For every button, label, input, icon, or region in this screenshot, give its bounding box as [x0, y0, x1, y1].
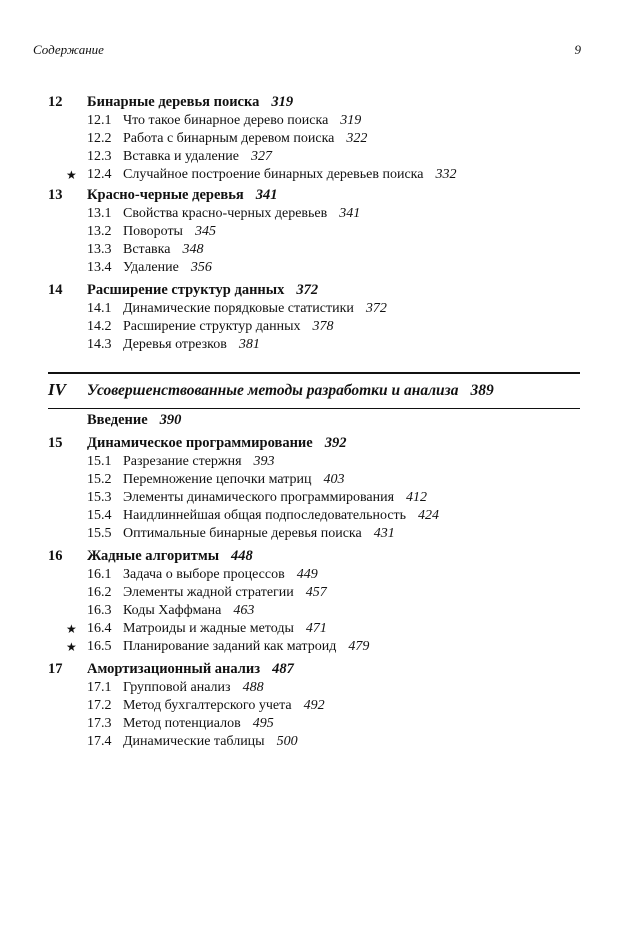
section-page: 449 [296, 567, 318, 582]
header-page-number: 9 [574, 42, 581, 57]
section-number: 17.1 [87, 680, 112, 695]
section-title: Матроиды и жадные методы [123, 621, 294, 636]
intro-entry[interactable] [87, 411, 181, 430]
header-title: Содержание [33, 42, 104, 57]
section-title: Разрезание стержня [123, 454, 242, 469]
starred-section-icon: ★ [66, 622, 77, 636]
section-page: 327 [250, 149, 272, 164]
section-page: 319 [340, 113, 362, 128]
section-number: 12.2 [87, 131, 112, 146]
section-title: Свойства красно-черных деревьев [123, 206, 328, 221]
section-title: Элементы динамического программирования [123, 490, 395, 505]
section-entry[interactable] [48, 112, 553, 130]
section-page: 393 [253, 454, 275, 469]
chapter-title-row[interactable] [48, 547, 553, 566]
chapter-block [48, 186, 553, 277]
section-page: 412 [406, 490, 428, 505]
section-number: 13.4 [87, 260, 112, 275]
section-title: Коды Хаффмана [123, 603, 222, 618]
section-entry[interactable] [48, 602, 553, 620]
section-number: 15.4 [87, 508, 112, 523]
section-number: 16.3 [87, 603, 112, 618]
section-number: 17.2 [87, 698, 112, 713]
chapter-page: 448 [231, 548, 253, 564]
section-title: Перемножение цепочки матриц [123, 472, 312, 487]
section-title: Наидлиннейшая общая подпоследовательность [123, 508, 407, 523]
chapter-page: 487 [272, 661, 294, 677]
section-number: 13.2 [87, 224, 112, 239]
chapter-number: 13 [48, 187, 63, 203]
starred-section-icon: ★ [66, 168, 77, 182]
chapter-block [48, 660, 553, 751]
section-entry[interactable] [48, 205, 553, 223]
section-entry[interactable] [48, 223, 553, 241]
section-entry[interactable] [48, 471, 553, 489]
chapter-title: Бинарные деревья поиска [87, 94, 260, 110]
section-page: 488 [242, 680, 264, 695]
section-page: 492 [303, 698, 325, 713]
section-number: 15.3 [87, 490, 112, 505]
section-title: Вставка [123, 242, 171, 257]
section-number: 15.1 [87, 454, 112, 469]
section-page: 348 [182, 242, 204, 257]
section-entry[interactable] [48, 489, 553, 507]
section-number: 12.4 [87, 167, 112, 182]
section-entry[interactable] [48, 300, 553, 318]
section-title: Метод бухгалтерского учета [123, 698, 292, 713]
section-page: 356 [190, 260, 212, 275]
part-page: 389 [470, 382, 494, 399]
section-page: 471 [305, 621, 327, 636]
section-page: 345 [194, 224, 216, 239]
chapter-title-row[interactable] [48, 281, 553, 300]
section-title: Расширение структур данных [123, 319, 301, 334]
chapter-number: 17 [48, 661, 63, 677]
chapter-title: Расширение структур данных [87, 282, 285, 298]
section-number: 17.3 [87, 716, 112, 731]
section-number: 13.3 [87, 242, 112, 257]
section-entry[interactable] [48, 525, 553, 543]
section-entry[interactable] [48, 566, 553, 584]
section-page: 322 [346, 131, 368, 146]
section-page: 403 [323, 472, 345, 487]
section-entry[interactable] [48, 453, 553, 471]
section-title: Деревья отрезков [123, 337, 227, 352]
chapter-block [48, 547, 553, 656]
section-title: Планирование заданий как матроид [123, 639, 337, 654]
section-entry[interactable] [48, 241, 553, 259]
section-title: Задача о выборе процессов [123, 567, 285, 582]
chapter-number: 16 [48, 548, 63, 564]
section-page: 495 [252, 716, 274, 731]
section-number: 17.4 [87, 734, 112, 749]
section-title: Вставка и удаление [123, 149, 239, 164]
section-number: 14.1 [87, 301, 112, 316]
section-entry[interactable] [48, 507, 553, 525]
section-entry[interactable] [48, 130, 553, 148]
section-entry[interactable] [48, 697, 553, 715]
section-number: 16.5 [87, 639, 112, 654]
section-number: 12.3 [87, 149, 112, 164]
section-number: 14.2 [87, 319, 112, 334]
section-page: 378 [312, 319, 334, 334]
section-entry[interactable] [48, 148, 553, 166]
section-title: Групповой анализ [123, 680, 231, 695]
section-entry[interactable] [48, 166, 553, 184]
section-page: 332 [435, 167, 457, 182]
chapter-number: 12 [48, 94, 63, 110]
starred-section-icon: ★ [66, 640, 77, 654]
section-title: Элементы жадной стратегии [123, 585, 294, 600]
section-entry[interactable] [48, 679, 553, 697]
chapter-number: 14 [48, 282, 63, 298]
chapter-title-row[interactable] [48, 186, 553, 205]
section-title: Динамические порядковые статистики [123, 301, 354, 316]
section-page: 381 [238, 337, 260, 352]
section-entry[interactable] [48, 336, 553, 354]
section-page: 479 [348, 639, 370, 654]
section-page: 457 [305, 585, 327, 600]
section-number: 16.4 [87, 621, 112, 636]
section-title: Оптимальные бинарные деревья поиска [123, 526, 362, 541]
section-entry[interactable] [48, 259, 553, 277]
section-title: Динамические таблицы [123, 734, 265, 749]
chapter-page: 392 [324, 435, 347, 451]
section-entry[interactable] [48, 584, 553, 602]
chapter-number: 15 [48, 435, 63, 451]
section-page: 500 [276, 734, 298, 749]
section-number: 15.2 [87, 472, 112, 487]
running-header [33, 42, 581, 58]
section-entry[interactable] [48, 715, 553, 733]
section-number: 12.1 [87, 113, 112, 128]
section-number: 13.1 [87, 206, 112, 221]
section-title: Работа с бинарным деревом поиска [123, 131, 335, 146]
chapter-title-row[interactable] [48, 660, 553, 679]
part-number: IV [48, 380, 66, 399]
chapter-page: 372 [296, 282, 319, 298]
part-heading [48, 372, 580, 409]
section-number: 14.3 [87, 337, 112, 352]
intro-title: Введение [87, 412, 148, 428]
chapter-title: Жадные алгоритмы [87, 548, 220, 564]
part-title: Усовершенствованные методы разработки и анализа [87, 382, 459, 399]
section-entry[interactable] [48, 638, 553, 656]
section-title: Метод потенциалов [123, 716, 241, 731]
section-entry[interactable] [48, 318, 553, 336]
chapter-title: Динамическое программирование [87, 435, 313, 451]
section-number: 16.1 [87, 567, 112, 582]
chapter-page: 341 [255, 187, 278, 203]
chapter-page: 319 [271, 94, 294, 110]
chapter-block [48, 434, 553, 543]
intro-page: 390 [159, 412, 182, 428]
section-entry[interactable] [48, 620, 553, 638]
chapter-title: Амортизационный анализ [87, 661, 261, 677]
chapter-title: Красно-черные деревья [87, 187, 244, 203]
section-page: 372 [365, 301, 387, 316]
section-title: Что такое бинарное дерево поиска [123, 113, 329, 128]
section-page: 424 [418, 508, 440, 523]
section-title: Удаление [123, 260, 179, 275]
chapter-title-row[interactable] [48, 93, 553, 112]
section-number: 15.5 [87, 526, 112, 541]
section-title: Повороты [123, 224, 183, 239]
section-page: 341 [339, 206, 361, 221]
chapter-block [48, 281, 553, 354]
section-page: 431 [373, 526, 395, 541]
chapter-block [48, 93, 553, 184]
section-entry[interactable] [48, 733, 553, 751]
section-number: 16.2 [87, 585, 112, 600]
section-page: 463 [233, 603, 255, 618]
section-title: Случайное построение бинарных деревьев поиска [123, 167, 424, 182]
chapter-title-row[interactable] [48, 434, 553, 453]
